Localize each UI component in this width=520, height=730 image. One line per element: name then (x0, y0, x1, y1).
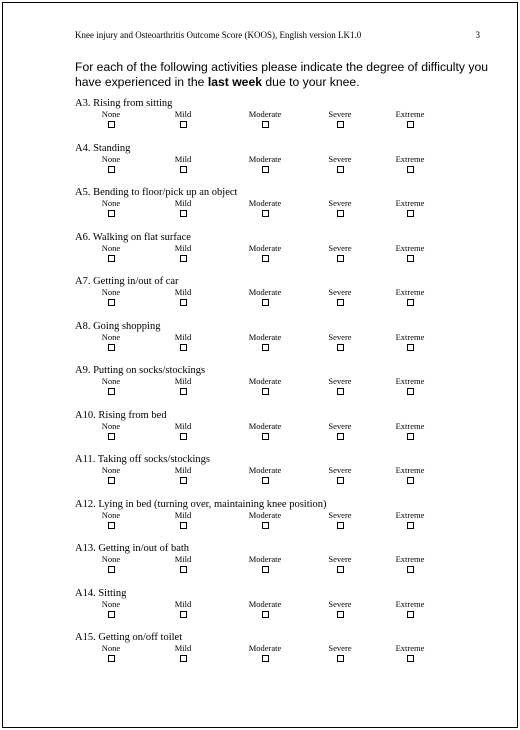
header-title: Knee injury and Osteoarthritis Outcome Score (KOOS), English version LK1.0 (75, 30, 362, 40)
question-item (75, 98, 495, 143)
option-label: Mild (174, 287, 192, 297)
answer-option-extreme (380, 110, 440, 128)
option-label: Moderate (248, 465, 282, 475)
answer-checkbox[interactable] (337, 655, 344, 662)
option-label: Extreme (395, 198, 425, 208)
answer-option-moderate (235, 155, 295, 173)
option-label: Extreme (395, 643, 425, 653)
answer-option-moderate (235, 422, 295, 440)
answer-option-moderate (235, 199, 295, 217)
answer-option-mild (153, 288, 213, 306)
answer-option-none (81, 644, 141, 662)
option-label: Severe (328, 554, 352, 564)
answer-checkbox[interactable] (337, 433, 344, 440)
answer-options (75, 155, 495, 185)
answer-option-extreme (380, 333, 440, 351)
answer-checkbox[interactable] (180, 433, 187, 440)
answer-option-none (81, 555, 141, 573)
answer-checkbox[interactable] (337, 299, 344, 306)
answer-checkbox[interactable] (407, 255, 414, 262)
answer-option-extreme (380, 288, 440, 306)
question-label: A12. Lying in bed (turning over, maintaining knee position) (75, 498, 327, 510)
question-label: A9. Putting on socks/stockings (75, 365, 206, 376)
answer-option-mild (153, 199, 213, 217)
answer-checkbox[interactable] (407, 522, 414, 529)
answer-option-extreme (380, 644, 440, 662)
answer-options (75, 600, 495, 630)
answer-option-severe (310, 377, 370, 395)
answer-checkbox[interactable] (180, 210, 187, 217)
answer-option-moderate (235, 600, 295, 618)
question-label: A8. Going shopping (75, 320, 161, 332)
answer-option-moderate (235, 644, 295, 662)
option-label: Severe (328, 198, 352, 208)
answer-checkbox[interactable] (180, 121, 187, 128)
answer-option-none (81, 155, 141, 173)
option-label: Severe (328, 287, 352, 297)
answer-option-moderate (235, 110, 295, 128)
option-label: Extreme (395, 109, 425, 119)
answer-checkbox[interactable] (337, 166, 344, 173)
answer-option-moderate (235, 244, 295, 262)
question-label: A11. Taking off socks/stockings (75, 454, 210, 465)
answer-option-extreme (380, 600, 440, 618)
option-label: Mild (174, 420, 192, 431)
option-label: Moderate (248, 331, 282, 342)
option-label: Mild (174, 509, 192, 520)
option-label: Mild (174, 242, 192, 253)
option-label: Extreme (395, 287, 425, 297)
question-item (75, 276, 495, 321)
answer-checkbox[interactable] (108, 344, 115, 351)
answer-checkbox[interactable] (108, 299, 115, 306)
option-label: Mild (174, 331, 192, 342)
answer-option-mild (153, 555, 213, 573)
option-label: Mild (174, 465, 192, 475)
answer-option-mild (153, 244, 213, 262)
option-label: Severe (328, 643, 352, 653)
answer-checkbox[interactable] (180, 655, 187, 662)
answer-options (75, 199, 495, 229)
option-label: Moderate (248, 153, 282, 164)
answer-option-moderate (235, 288, 295, 306)
instructions-text-start: For each of the following activities please indicate the degree of difficulty you have experienced in the (75, 60, 489, 89)
answer-checkbox[interactable] (407, 477, 414, 484)
option-label: Extreme (395, 509, 425, 520)
answer-checkbox[interactable] (108, 433, 115, 440)
question-item (75, 588, 495, 633)
answer-checkbox[interactable] (407, 611, 414, 618)
answer-checkbox[interactable] (180, 611, 187, 618)
answer-option-none (81, 600, 141, 618)
answer-option-mild (153, 644, 213, 662)
answer-checkbox[interactable] (108, 255, 115, 262)
option-label: Severe (328, 109, 352, 119)
answer-checkbox[interactable] (108, 210, 115, 217)
answer-checkbox[interactable] (262, 522, 269, 529)
answer-checkbox[interactable] (262, 344, 269, 351)
answer-option-severe (310, 422, 370, 440)
answer-checkbox[interactable] (262, 655, 269, 662)
answer-option-moderate (235, 511, 295, 529)
question-label: A4. Standing (75, 142, 131, 154)
option-label: Severe (328, 376, 352, 386)
option-label: Moderate (248, 109, 282, 119)
option-label: Mild (174, 376, 192, 386)
option-label: None (101, 643, 121, 653)
answer-option-none (81, 377, 141, 395)
option-label: None (101, 465, 121, 475)
answer-checkbox[interactable] (180, 299, 187, 306)
question-label: A15. Getting on/off toilet (75, 632, 183, 643)
option-label: Severe (328, 153, 352, 164)
answer-checkbox[interactable] (180, 255, 187, 262)
answer-checkbox[interactable] (262, 433, 269, 440)
question-label: A5. Bending to floor/pick up an object (75, 187, 238, 198)
option-label: None (101, 109, 121, 119)
question-label: A3. Rising from sitting (75, 98, 173, 109)
answer-option-mild (153, 155, 213, 173)
answer-checkbox[interactable] (407, 210, 414, 217)
option-label: None (101, 198, 121, 208)
option-label: Extreme (395, 554, 425, 564)
question-item (75, 499, 495, 544)
answer-checkbox[interactable] (337, 121, 344, 128)
option-label: Moderate (248, 376, 282, 386)
answer-checkbox[interactable] (262, 611, 269, 618)
answer-option-moderate (235, 555, 295, 573)
question-item (75, 410, 495, 455)
answer-checkbox[interactable] (262, 255, 269, 262)
question-item (75, 632, 495, 677)
instructions-text-end: due to your knee. (262, 75, 360, 89)
answer-option-mild (153, 377, 213, 395)
answer-checkbox[interactable] (108, 121, 115, 128)
option-label: Extreme (395, 376, 425, 386)
question-label: A13. Getting in/out of bath (75, 543, 190, 554)
option-label: Severe (328, 509, 352, 520)
question-item (75, 143, 495, 188)
answer-option-mild (153, 333, 213, 351)
answer-checkbox[interactable] (262, 477, 269, 484)
answer-option-moderate (235, 377, 295, 395)
question-item (75, 543, 495, 588)
option-label: Moderate (248, 242, 282, 253)
answer-option-severe (310, 555, 370, 573)
answer-checkbox[interactable] (337, 477, 344, 484)
answer-checkbox[interactable] (180, 522, 187, 529)
answer-checkbox[interactable] (337, 388, 344, 395)
answer-checkbox[interactable] (108, 522, 115, 529)
answer-checkbox[interactable] (337, 344, 344, 351)
answer-option-extreme (380, 244, 440, 262)
document-page (2, 2, 518, 728)
option-label: Mild (174, 109, 192, 119)
answer-options (75, 466, 495, 496)
answer-option-severe (310, 288, 370, 306)
option-label: None (101, 242, 121, 253)
answer-checkbox[interactable] (180, 566, 187, 573)
answer-option-mild (153, 466, 213, 484)
answer-checkbox[interactable] (108, 166, 115, 173)
answer-options (75, 110, 495, 140)
answer-checkbox[interactable] (262, 566, 269, 573)
answer-checkbox[interactable] (407, 388, 414, 395)
option-label: Moderate (248, 554, 282, 564)
answer-checkbox[interactable] (180, 344, 187, 351)
option-label: Mild (174, 598, 192, 609)
answer-checkbox[interactable] (337, 611, 344, 618)
answer-checkbox[interactable] (407, 566, 414, 573)
answer-option-mild (153, 511, 213, 529)
answer-option-extreme (380, 199, 440, 217)
option-label: Mild (174, 554, 192, 564)
answer-checkbox[interactable] (407, 655, 414, 662)
question-list (75, 98, 495, 677)
answer-checkbox[interactable] (337, 210, 344, 217)
answer-checkbox[interactable] (407, 344, 414, 351)
answer-option-moderate (235, 466, 295, 484)
option-label: Extreme (395, 242, 425, 253)
option-label: None (101, 153, 121, 164)
option-label: Severe (328, 598, 352, 609)
question-label: A10. Rising from bed (75, 409, 167, 421)
answer-checkbox[interactable] (262, 210, 269, 217)
answer-option-mild (153, 422, 213, 440)
answer-checkbox[interactable] (407, 433, 414, 440)
option-label: Severe (328, 242, 352, 253)
answer-checkbox[interactable] (262, 166, 269, 173)
answer-options (75, 555, 495, 585)
answer-checkbox[interactable] (337, 255, 344, 262)
question-label: A7. Getting in/out of car (75, 276, 179, 287)
option-label: None (101, 554, 121, 564)
option-label: Extreme (395, 331, 425, 342)
option-label: Moderate (248, 509, 282, 520)
answer-option-extreme (380, 377, 440, 395)
option-label: Severe (328, 465, 352, 475)
answer-option-extreme (380, 511, 440, 529)
instructions-emphasis: last week (207, 75, 263, 89)
option-label: Extreme (395, 465, 425, 475)
answer-option-mild (153, 600, 213, 618)
option-label: Mild (174, 198, 192, 208)
answer-checkbox[interactable] (108, 655, 115, 662)
answer-option-none (81, 110, 141, 128)
answer-checkbox[interactable] (262, 299, 269, 306)
answer-option-severe (310, 466, 370, 484)
question-item (75, 365, 495, 410)
answer-option-none (81, 199, 141, 217)
answer-checkbox[interactable] (407, 166, 414, 173)
question-item (75, 232, 495, 277)
option-label: Severe (328, 331, 352, 342)
option-label: None (101, 598, 121, 609)
answer-option-severe (310, 600, 370, 618)
answer-checkbox[interactable] (108, 566, 115, 573)
question-item (75, 321, 495, 366)
option-label: Moderate (248, 287, 282, 297)
answer-checkbox[interactable] (108, 477, 115, 484)
answer-options (75, 244, 495, 274)
answer-option-extreme (380, 466, 440, 484)
answer-option-none (81, 288, 141, 306)
answer-checkbox[interactable] (108, 388, 115, 395)
answer-option-moderate (235, 333, 295, 351)
answer-checkbox[interactable] (262, 121, 269, 128)
answer-options (75, 511, 495, 541)
answer-options (75, 422, 495, 452)
option-label: None (101, 287, 121, 297)
answer-option-severe (310, 110, 370, 128)
question-label: A14. Sitting (75, 587, 127, 599)
question-label: A6. Walking on flat surface (75, 231, 191, 243)
answer-checkbox[interactable] (180, 477, 187, 484)
answer-options (75, 333, 495, 363)
question-item (75, 187, 495, 232)
answer-option-extreme (380, 555, 440, 573)
answer-checkbox[interactable] (180, 388, 187, 395)
answer-options (75, 377, 495, 407)
option-label: None (101, 331, 121, 342)
option-label: Moderate (248, 198, 282, 208)
answer-option-severe (310, 511, 370, 529)
answer-option-none (81, 466, 141, 484)
answer-checkbox[interactable] (180, 166, 187, 173)
answer-checkbox[interactable] (337, 522, 344, 529)
option-label: Moderate (248, 643, 282, 653)
answer-checkbox[interactable] (407, 121, 414, 128)
option-label: Mild (174, 643, 192, 653)
option-label: Severe (328, 420, 352, 431)
answer-options (75, 644, 495, 674)
answer-option-severe (310, 155, 370, 173)
option-label: None (101, 376, 121, 386)
option-label: None (101, 509, 121, 520)
option-label: Extreme (395, 420, 425, 431)
answer-option-severe (310, 333, 370, 351)
question-item (75, 454, 495, 499)
option-label: None (101, 420, 121, 431)
option-label: Moderate (248, 420, 282, 431)
answer-option-extreme (380, 422, 440, 440)
answer-option-none (81, 511, 141, 529)
answer-checkbox[interactable] (262, 388, 269, 395)
option-label: Mild (174, 153, 192, 164)
answer-option-severe (310, 244, 370, 262)
answer-checkbox[interactable] (108, 611, 115, 618)
answer-option-severe (310, 644, 370, 662)
page-header (75, 30, 480, 40)
answer-checkbox[interactable] (337, 566, 344, 573)
answer-options (75, 288, 495, 318)
answer-option-severe (310, 199, 370, 217)
instructions (75, 60, 495, 90)
page-number: 3 (475, 30, 480, 40)
option-label: Extreme (395, 153, 425, 164)
option-label: Extreme (395, 598, 425, 609)
answer-option-none (81, 422, 141, 440)
answer-checkbox[interactable] (407, 299, 414, 306)
option-label: Moderate (248, 598, 282, 609)
answer-option-extreme (380, 155, 440, 173)
answer-option-mild (153, 110, 213, 128)
answer-option-none (81, 333, 141, 351)
answer-option-none (81, 244, 141, 262)
